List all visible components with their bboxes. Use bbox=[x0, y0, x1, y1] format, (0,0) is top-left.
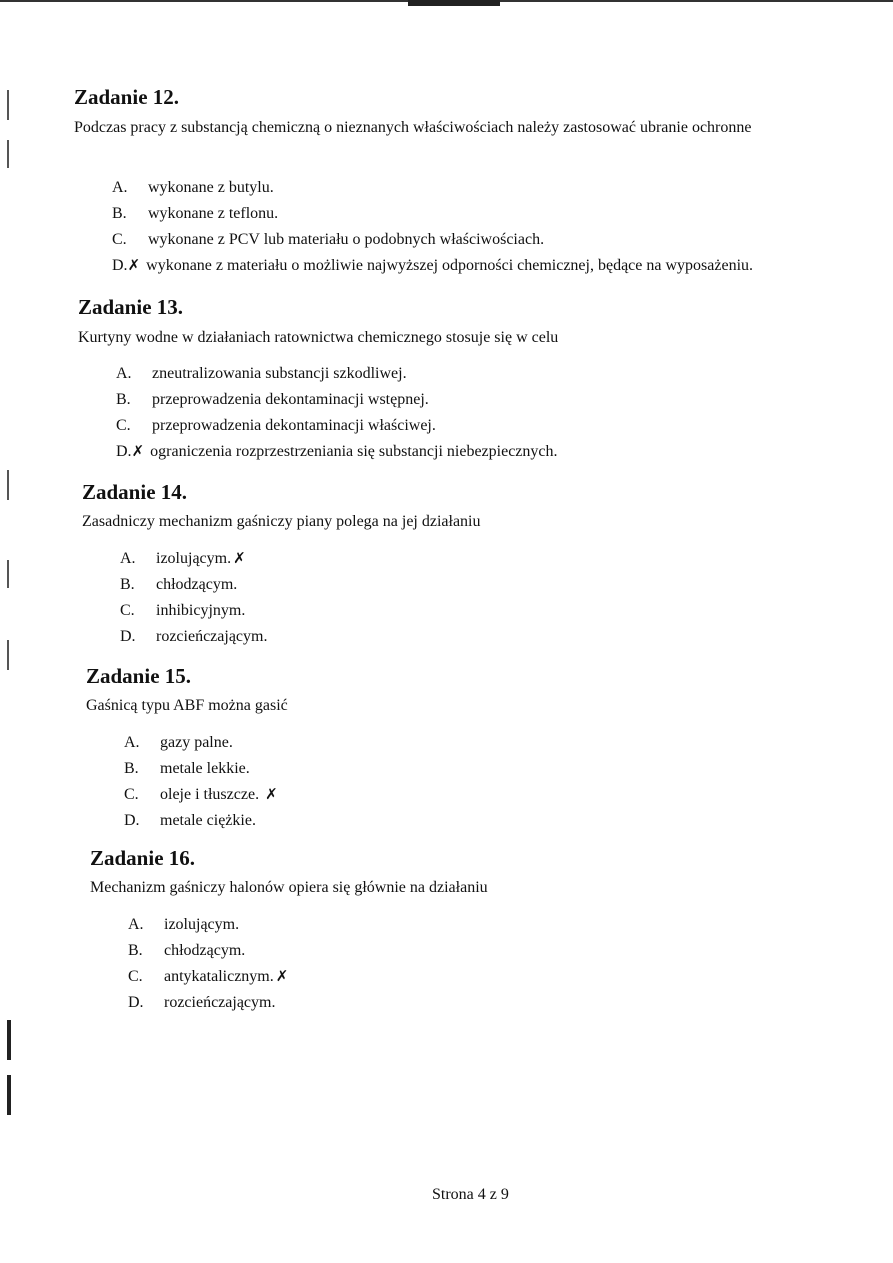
option-letter: B. bbox=[112, 205, 127, 222]
option-letter: A. bbox=[112, 179, 128, 196]
option-text: gazy palne. bbox=[160, 734, 233, 751]
answer-mark-icon: ✗ bbox=[131, 442, 145, 460]
option-letter: C. bbox=[124, 786, 139, 803]
task-title: Zadanie 15. bbox=[86, 664, 192, 688]
option-letter: A. bbox=[128, 916, 144, 933]
task-title: Zadanie 12. bbox=[74, 85, 180, 109]
option-text: rozcieńczającym. bbox=[164, 994, 276, 1011]
answer-option-b bbox=[124, 755, 278, 781]
task-question: Zasadniczy mechanizm gaśniczy piany polega na jej działaniu bbox=[82, 513, 481, 530]
option-text: chłodzącym. bbox=[156, 576, 238, 593]
option-text: ograniczenia rozprzestrzeniania się substancji niebezpiecznych. bbox=[150, 443, 558, 460]
answer-mark-icon: ✗ bbox=[233, 549, 246, 567]
option-text: przeprowadzenia dekontaminacji wstępnej. bbox=[152, 391, 429, 408]
answer-option-a bbox=[124, 729, 278, 755]
answer-option-b bbox=[116, 386, 558, 412]
option-text: wykonane z teflonu. bbox=[148, 205, 279, 222]
task-question: Podczas pracy z substancją chemiczną o nieznanych właściwościach należy zastosować ubranie ochronne bbox=[74, 119, 752, 136]
option-letter: C. bbox=[120, 602, 135, 619]
task-title: Zadanie 14. bbox=[82, 480, 188, 504]
answer-options bbox=[112, 174, 753, 278]
option-letter: A. bbox=[120, 550, 136, 567]
option-letter: B. bbox=[120, 576, 135, 593]
option-letter: D. bbox=[128, 994, 144, 1011]
answer-option-c bbox=[128, 963, 288, 989]
option-text: chłodzącym. bbox=[164, 942, 246, 959]
answer-mark-icon: ✗ bbox=[127, 256, 141, 274]
task-title: Zadanie 13. bbox=[78, 295, 184, 319]
answer-option-c bbox=[112, 226, 753, 252]
option-letter: A. bbox=[124, 734, 140, 751]
option-text: izolującym. bbox=[156, 550, 232, 567]
option-text: rozcieńczającym. bbox=[156, 628, 268, 645]
option-text: inhibicyjnym. bbox=[156, 602, 246, 619]
answer-option-d bbox=[120, 623, 269, 649]
option-letter: B. bbox=[124, 760, 139, 777]
option-text: izolującym. bbox=[164, 916, 240, 933]
option-letter: C. bbox=[116, 417, 131, 434]
answer-option-a bbox=[120, 545, 269, 571]
option-text: przeprowadzenia dekontaminacji właściwej. bbox=[152, 417, 436, 434]
answer-option-c bbox=[124, 781, 278, 807]
option-letter: B. bbox=[128, 942, 143, 959]
option-text: oleje i tłuszcze. bbox=[160, 786, 260, 803]
option-letter: D. bbox=[112, 257, 128, 274]
answer-options bbox=[116, 360, 558, 464]
option-letter: D. bbox=[116, 443, 132, 460]
task-question: Mechanizm gaśniczy halonów opiera się głównie na działaniu bbox=[90, 879, 488, 896]
option-letter: B. bbox=[116, 391, 131, 408]
answer-option-a bbox=[128, 911, 288, 937]
answer-option-b bbox=[120, 571, 269, 597]
option-letter: C. bbox=[112, 231, 127, 248]
answer-option-d bbox=[128, 989, 288, 1015]
scan-smudge bbox=[408, 0, 500, 6]
answer-mark-icon: ✗ bbox=[265, 785, 278, 803]
option-text: wykonane z materiału o możliwie najwyższej odporności chemicznej, będące na wyposażeniu. bbox=[146, 257, 754, 274]
option-letter: A. bbox=[116, 365, 132, 382]
option-text: metale ciężkie. bbox=[160, 812, 256, 829]
option-text: metale lekkie. bbox=[160, 760, 250, 777]
answer-options bbox=[120, 545, 269, 649]
option-letter: D. bbox=[124, 812, 140, 829]
answer-option-c bbox=[116, 412, 558, 438]
option-letter: C. bbox=[128, 968, 143, 985]
task-question: Kurtyny wodne w działaniach ratownictwa chemicznego stosuje się w celu bbox=[78, 329, 559, 346]
answer-option-d bbox=[124, 807, 278, 833]
task-question: Gaśnicą typu ABF można gasić bbox=[86, 697, 288, 714]
answer-option-b bbox=[128, 937, 288, 963]
answer-options bbox=[128, 911, 288, 1015]
answer-option-c bbox=[120, 597, 269, 623]
option-letter: D. bbox=[120, 628, 136, 645]
task-title: Zadanie 16. bbox=[90, 846, 196, 870]
answer-options bbox=[124, 729, 278, 833]
option-text: antykatalicznym. bbox=[164, 968, 274, 985]
page-number: Strona 4 z 9 bbox=[432, 1186, 509, 1203]
option-text: wykonane z butylu. bbox=[148, 179, 274, 196]
answer-mark-icon: ✗ bbox=[275, 967, 289, 985]
option-text: zneutralizowania substancji szkodliwej. bbox=[152, 365, 407, 382]
answer-option-a bbox=[112, 174, 753, 200]
answer-option-d bbox=[116, 438, 558, 464]
answer-option-a bbox=[116, 360, 558, 386]
option-text: wykonane z PCV lub materiału o podobnych właściwościach. bbox=[148, 231, 545, 248]
scan-left-edge-marks bbox=[4, 0, 18, 1263]
answer-option-d bbox=[112, 252, 753, 278]
answer-option-b bbox=[112, 200, 753, 226]
